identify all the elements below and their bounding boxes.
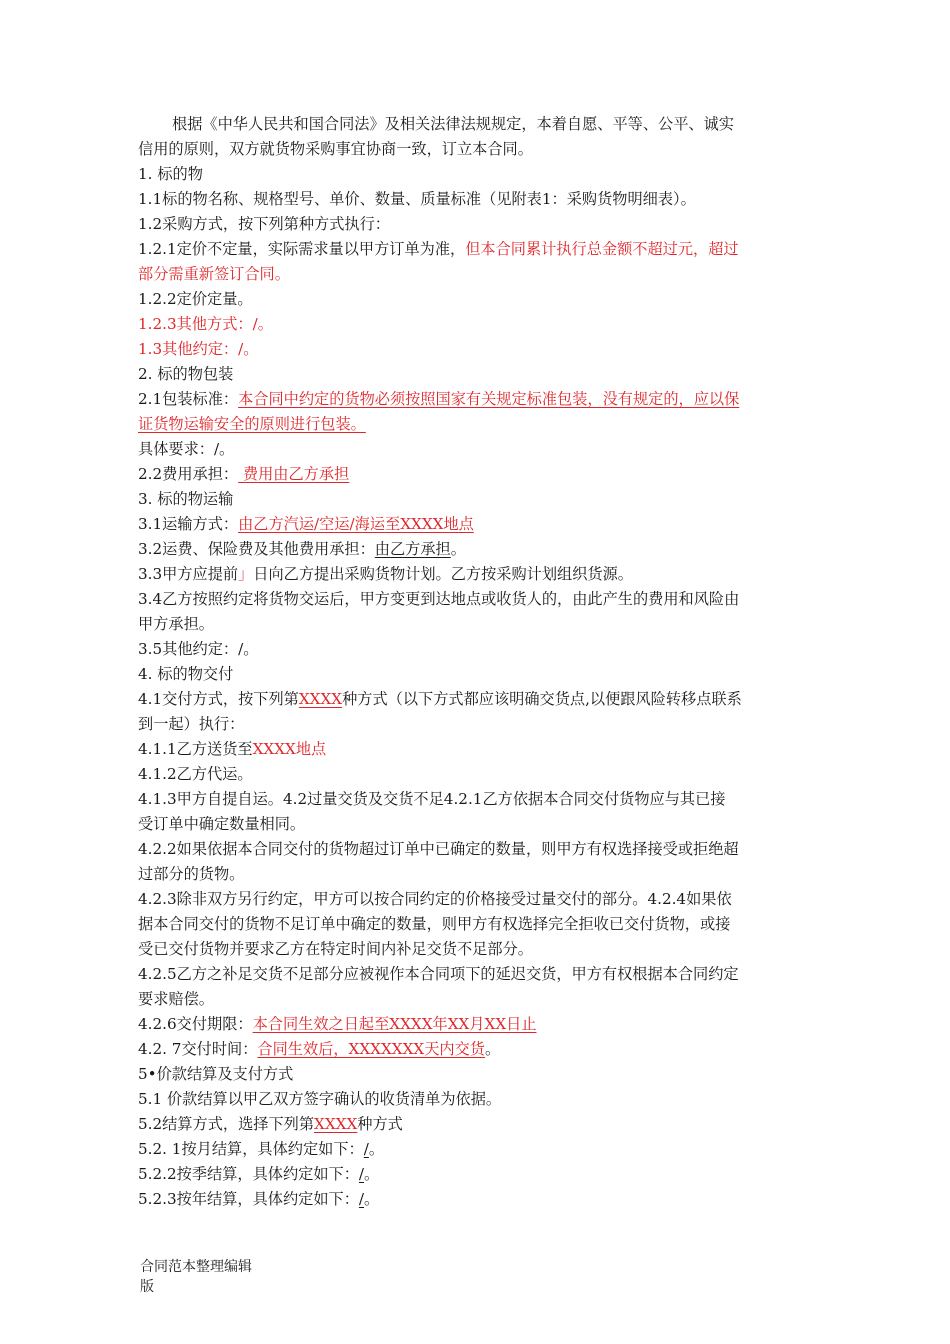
text-span: 。 xyxy=(484,1040,501,1058)
clause-1-3 xyxy=(138,337,818,362)
text-span: 根据《中华人民共和国合同法》及相关法律法规规定，本着自愿、平等、公平、诚实 xyxy=(172,115,734,133)
text-span: 4. 标的物交付 xyxy=(138,665,234,683)
red-text-span: 1.2.3其他方式：/。 xyxy=(138,315,273,333)
text-span: 5.2结算方式，选择下列第 xyxy=(138,1115,315,1133)
clause-5-2-3 xyxy=(138,1187,818,1212)
clause-4-1-1 xyxy=(138,737,818,762)
footer-line-2: 版 xyxy=(140,1279,154,1295)
clause-4-2-2 xyxy=(138,837,818,862)
clause-4-2-5-cont xyxy=(138,987,818,1012)
text-span: 要求赔偿。 xyxy=(138,990,214,1008)
text-span: 3.4乙方按照约定将货物交运后，甲方变更到达地点或收货人的，由此产生的费用和风险由 xyxy=(138,590,740,608)
clause-4-2-3 xyxy=(138,887,818,912)
text-span: 3. 标的物运输 xyxy=(138,490,234,508)
section-heading-3 xyxy=(138,487,818,512)
text-span: 受已交付货物并要求乙方在特定时间内补足交货不足部分。 xyxy=(138,940,533,958)
text-span: 1.2.1定价不定量，实际需求量以甲方订单为准， xyxy=(138,240,466,258)
text-span: 5.2. 1按月结算，具体约定如下： xyxy=(138,1140,364,1158)
clause-3-5 xyxy=(138,637,818,662)
clause-5-2 xyxy=(138,1112,818,1137)
clause-4-1-cont xyxy=(138,712,818,737)
clause-3-2 xyxy=(138,537,818,562)
text-span: 种方式 xyxy=(357,1115,403,1133)
red-underlined-span: 本合同生效之日起至XXXX年XX月XX日止 xyxy=(252,1015,537,1033)
red-underlined-span: XXXX xyxy=(314,1115,358,1133)
text-span: 3.5其他约定：/。 xyxy=(138,640,259,658)
text-span: 4.1交付方式，按下列第 xyxy=(138,690,299,708)
clause-1-2-1 xyxy=(138,237,818,262)
red-underlined-span: 由乙方汽运/空运/海运至XXXX地点 xyxy=(238,515,474,533)
text-span: 据本合同交付的货物不足订单中确定的数量，则甲方有权选择完全拒收已交付货物，或接 xyxy=(138,915,731,933)
clause-1-2-1-cont xyxy=(138,262,818,287)
section-heading-4 xyxy=(138,662,818,687)
text-span: 1.2采购方式，按下列第种方式执行： xyxy=(138,215,390,233)
red-text-span: 」 xyxy=(238,565,254,583)
text-span: 4.1.3甲方自提自运。4.2过量交货及交货不足4.2.1乙方依据本合同交付货物应与其已接 xyxy=(138,790,726,808)
red-text-span: 部分需重新签订合同。 xyxy=(138,265,290,283)
preamble-line-2 xyxy=(138,137,818,162)
clause-4-2-1-cont xyxy=(138,812,818,837)
clause-4-2-4-cont xyxy=(138,937,818,962)
clause-3-1 xyxy=(138,512,818,537)
text-span: 受订单中确定数量相同。 xyxy=(138,815,306,833)
text-span: 4.2. 7交付时间： xyxy=(138,1040,258,1058)
clause-5-1 xyxy=(138,1087,818,1112)
clause-4-1-3 xyxy=(138,787,818,812)
text-span: 2.2费用承担： xyxy=(138,465,239,483)
clause-5-2-1 xyxy=(138,1137,818,1162)
text-span: 具体要求：/。 xyxy=(138,440,235,458)
contract-body xyxy=(138,112,818,1212)
text-span: 。 xyxy=(450,540,466,558)
red-text-span: 1.3其他约定：/。 xyxy=(138,340,259,358)
text-span: 3.3甲方应提前 xyxy=(138,565,239,583)
red-underlined-span: 证货物运输安全的原则进行包装。 xyxy=(138,415,366,433)
text-span: 3.1运输方式： xyxy=(138,515,239,533)
text-span: 3.2运费、保险费及其他费用承担： xyxy=(138,540,375,558)
text-span: 4.2.2如果依据本合同交付的货物超过订单中已确定的数量，则甲方有权选择接受或拒绝超 xyxy=(138,840,739,858)
clause-2-1-requirements xyxy=(138,437,818,462)
clause-3-4 xyxy=(138,587,818,612)
clause-1-2-2 xyxy=(138,287,818,312)
text-span: 5.2.3按年结算，具体约定如下： xyxy=(138,1190,359,1208)
clause-1-2 xyxy=(138,212,818,237)
underlined-span: / xyxy=(358,1165,365,1183)
red-underlined-span: 合同生效后，XXXXXXX天内交货 xyxy=(257,1040,485,1058)
clause-1-2-3 xyxy=(138,312,818,337)
red-underlined-span: 本合同中约定的货物必须按照国家有关规定标准包装，没有规定的，应以保 xyxy=(238,390,740,408)
footer-line-1: 合同范本整理编辑 xyxy=(140,1259,252,1275)
text-span: 1.1标的物名称、规格型号、单价、数量、质量标准（见附表1：采购货物明细表）。 xyxy=(138,190,696,208)
underlined-span: / xyxy=(358,1190,365,1208)
text-span: 1.2.2定价定量。 xyxy=(138,290,253,308)
red-text-span: XXXX地点 xyxy=(252,740,327,758)
text-span: 4.2.6交付期限： xyxy=(138,1015,253,1033)
clause-4-2-4 xyxy=(138,912,818,937)
clause-4-2-7 xyxy=(138,1037,818,1062)
red-text-span: 但本合同累计执行总金额不超过元，超过 xyxy=(465,240,739,258)
text-span: 甲方承担。 xyxy=(138,615,214,633)
clause-4-2-2-cont xyxy=(138,862,818,887)
page-footer xyxy=(140,1257,270,1297)
clause-5-2-2 xyxy=(138,1162,818,1187)
text-span: 过部分的货物。 xyxy=(138,865,245,883)
clause-2-1-cont xyxy=(138,412,818,437)
text-span: 2. 标的物包装 xyxy=(138,365,234,383)
clause-4-1-2 xyxy=(138,762,818,787)
underlined-span: 由乙方承担 xyxy=(374,540,451,558)
text-span: 5.2.2按季结算，具体约定如下： xyxy=(138,1165,359,1183)
preamble-line-1 xyxy=(138,112,818,137)
text-span: 4.2.3除非双方另行约定，甲方可以按合同约定的价格接受过量交付的部分。4.2.4如果依 xyxy=(138,890,732,908)
text-span: 4.1.1乙方送货至 xyxy=(138,740,253,758)
clause-1-1 xyxy=(138,187,818,212)
text-span: 到一起）执行： xyxy=(138,715,245,733)
section-heading-2 xyxy=(138,362,818,387)
red-underlined-span: XXXX xyxy=(298,690,343,708)
text-span: 2.1包装标准： xyxy=(138,390,239,408)
text-span: 5.1 价款结算以甲乙双方签字确认的收货清单为依据。 xyxy=(138,1090,502,1108)
section-heading-5 xyxy=(138,1062,818,1087)
text-span: 4.1.2乙方代运。 xyxy=(138,765,253,783)
text-span: 5•价款结算及支付方式 xyxy=(138,1065,294,1083)
text-span: 4.2.5乙方之补足交货不足部分应被视作本合同项下的延迟交货，甲方有权根据本合同约定 xyxy=(138,965,739,983)
text-span: 。 xyxy=(364,1190,380,1208)
clause-2-1 xyxy=(138,387,818,412)
section-heading-1 xyxy=(138,162,818,187)
text-span: 。 xyxy=(368,1140,385,1158)
text-span: 1. 标的物 xyxy=(138,165,203,183)
clause-4-2-5 xyxy=(138,962,818,987)
clause-3-4-cont xyxy=(138,612,818,637)
text-span: 信用的原则，双方就货物采购事宜协商一致，订立本合同。 xyxy=(138,140,533,158)
clause-3-3 xyxy=(138,562,818,587)
underlined-span: / xyxy=(363,1140,369,1158)
red-underlined-span: 费用由乙方承担 xyxy=(238,465,350,483)
clause-2-2 xyxy=(138,462,818,487)
text-span: 。 xyxy=(364,1165,380,1183)
text-span: 日向乙方提出采购货物计划。乙方按采购计划组织货源。 xyxy=(253,565,633,583)
clause-4-2-6 xyxy=(138,1012,818,1037)
text-span: 种方式（以下方式都应该明确交货点,以便跟风险转移点联系 xyxy=(342,690,742,708)
clause-4-1 xyxy=(138,687,818,712)
